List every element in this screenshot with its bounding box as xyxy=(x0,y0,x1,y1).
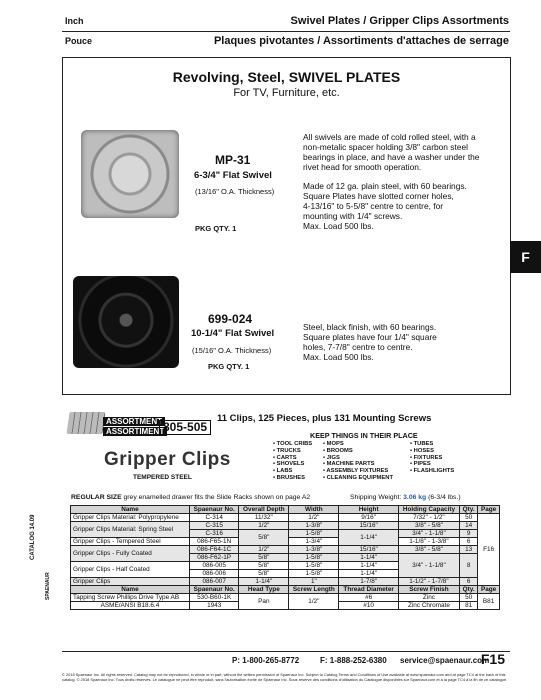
item1-pkg: PKG QTY. 1 xyxy=(195,224,237,233)
keep-title: KEEP THINGS IN THEIR PLACE xyxy=(310,431,418,440)
table-row: Gripper Clips Material: Polypropylene C-314 11/32" 1/2" 9/16" 7/32" - 1/2" 50 F16 xyxy=(71,514,500,522)
gripper-clips-subtitle: TEMPERED STEEL xyxy=(133,474,192,481)
swivel-title: Revolving, Steel, SWIVEL PLATES xyxy=(172,69,401,85)
item2-pkg: PKG QTY. 1 xyxy=(208,362,250,371)
item2-name: 10-1/4" Flat Swivel xyxy=(191,328,275,339)
assortment-label-en: ASSORTMENT xyxy=(103,417,165,426)
table-row: 086-F62-1P 5/8" 1-5/8" 1-1/4" 3/4" - 1-1/8" 8 xyxy=(71,554,500,562)
keep-list-1: • TOOL CRIBS • TRUCKS • CARTS • SHOVELS • LABS • BRUSHES xyxy=(273,441,313,481)
section-tab-f[interactable]: F xyxy=(510,241,541,273)
item1-name: 6-3/4" Flat Swivel xyxy=(194,170,272,181)
item2-description: Steel, black finish, with 60 bearings. Square plates have four 1/4" square holes, 7-7/8" centre to centre. Max. Load 500 lbs. xyxy=(303,322,437,362)
swivel-plates-section xyxy=(62,57,511,395)
assortment-number: 805-505 xyxy=(159,420,211,435)
unit-label-pt: Pouce xyxy=(65,36,93,46)
page-title-en: Swivel Plates / Gripper Clips Assortments xyxy=(290,15,509,27)
catalog-number-vertical: CATALOG 14.09 xyxy=(30,514,36,560)
item2-thickness: (15/16" O.A. Thickness) xyxy=(192,346,272,355)
regular-size-note: REGULAR SIZE grey enamelled drawer fits the Slide Racks shown on page A2 xyxy=(71,494,311,501)
page-title-fr: Plaques pivotantes / Assortiments d'attaches de serrage xyxy=(213,35,509,47)
email-link[interactable]: service@spaenaur.com xyxy=(400,656,490,665)
table-row: C-316 5/8" 1-5/8" 1-1/4" 3/4" - 1-1/8" 9 xyxy=(71,530,500,538)
table-row: Gripper Clips 086-007 1-1/4" 1" 1-7/8" 1-1/2" - 1-7/8" 6 xyxy=(71,578,500,586)
keep-list-3: • TUBES • HOSES • FIXTURES • PIPES • FLASHLIGHTS xyxy=(410,441,455,475)
assortment-headline: 11 Clips, 125 Pieces, plus 131 Mounting Screws xyxy=(217,413,432,424)
item1-thickness: (13/16" O.A. Thickness) xyxy=(195,187,275,196)
table-row: Gripper Clips - Tempered Steel 086-F65-1N 1-3/4" 1-1/8" - 1-3/8" 6 xyxy=(71,538,500,546)
table-row: Gripper Clips - Fully Coated 086-F64-1C 1/2" 1-3/8" 15/16" 3/8" - 5/8" 13 xyxy=(71,546,500,554)
header-divider xyxy=(62,31,510,32)
unit-label-en: Inch xyxy=(65,16,84,26)
assortment-label-fr: ASSORTIMENT xyxy=(103,427,167,436)
swivel-subtitle: For TV, Furniture, etc. xyxy=(233,87,340,99)
table-row: Gripper Clips Material: Spring Steel C-315 1/2" 1-3/8" 15/16" 3/8" - 5/8" 14 xyxy=(71,522,500,530)
table-row: Tapping Screw Phillips Drive Type AB 530-B60-1K Pan 1/2" #6 Zinc 50 B81 xyxy=(71,594,500,602)
table-row: Gripper Clips - Half Coated 086-005 5/8" 1-5/8" 1-1/4" xyxy=(71,562,500,570)
gripper-clips-table: Name Spaenaur No. Overall Depth Width Height Holding Capacity Qty. Page Gripper Clips Material: Polypropylene C-314 11/32" 1/2" 9/16" 7/32" - 1/2" 50 F16 Gripper Clips Material: Spring Steel C-315 1/2" 1-3/8" 15/16" 3/8" - 5/8" 14 C-316 5/8" 1-5/8" 1-1/4" 3/4" - 1-1/8" 9 Gripper Clips - Tempered Steel 086-F65-1N 1-3/4" 1-1/8" - 1-3/8" 6 Gripper Clips - Fully Coated 086-F64-1C 1/2" 1-3/8" 15/16" 3/8" - 5/8" 13 086-F62-1P 5/8" 1-5/8" 1-1/4" 3/4" - 1-1/8" 8 Gripper Clips - Half Coated 086-005 5/8" 1-5/8" 1-1/4" 086-006 5/8" 1-5/8" 1-1/4" Gripper Clips 086-007 1-1/4" 1" 1-7/8" 1-1/2" - 1-7/8" 6 Name Spaenaur No. Head Type Screw Length Thread Diameter Screw Finish Qty. Page Tapping Screw Phillips Drive Type AB 530-B60-1K Pan 1/2" #6 Zinc 50 B81 ASME/ANSI B18.6.4 1943 #10 Zinc Chromate 81 xyxy=(70,505,500,610)
shipping-weight: Shipping Weight: 3.06 kg (6-3/4 lbs.) xyxy=(350,494,461,501)
item1-description: All swivels are made of cold rolled steel, with a non-metalic spacer holding 3/8" carbon steel bearings in place, and have a washer under the rivet head for smooth operation. xyxy=(303,132,480,172)
gripper-clips-title: Gripper Clips xyxy=(104,449,231,470)
copyright-fine-print: © 2018 Spaenaur Inc. All rights reserved. Catalog may not be reproduced, in whole or in part, without the written permission of Spaenaur Inc. Subject to Catalog Terms and Conditions of Use available at www.spaenaur.com and at page TC4 at the back of this catalog. © 2018 Spaenaur Inc. Tous droits réservés. Le catalogue ne peut être reproduit, sans l'autorisation écrite de Spaenaur Inc. Sous réserve des conditions d'utilisation du Catalogue disponibles sur Spaenaur.com et à la page TC4 à la fin de ce catalogue. xyxy=(62,672,508,682)
keep-list-2: • MOPS • BROOMS • JIGS • MACHINE PARTS • ASSEMBLY FIXTURES • CLEANING EQUIPMENT xyxy=(323,441,393,481)
drawer-bin-image xyxy=(66,412,105,434)
item1-code: MP-31 xyxy=(215,153,251,167)
fax: F: 1-888-252-6380 xyxy=(320,656,387,665)
page-number: F15 xyxy=(480,651,505,667)
phone: P: 1-800-265-8772 xyxy=(232,656,300,665)
swivel-plate-image-mp31 xyxy=(81,130,179,218)
brand-vertical: SPAENAUR xyxy=(45,572,51,600)
item2-code: 699-024 xyxy=(208,312,253,326)
footer-divider xyxy=(62,651,510,652)
table-row: ASME/ANSI B18.6.4 1943 #10 Zinc Chromate 81 xyxy=(71,602,500,610)
item1-description-2: Made of 12 ga. plain steel, with 60 bearings. Square Plates have slotted corner holes, 4-13/16" to 5-5/8" centre to centre, for mounting with 1/4" screws. Max. Load 500 lbs. xyxy=(303,181,467,231)
table-row: 086-006 5/8" 1-5/8" 1-1/4" xyxy=(71,570,500,578)
swivel-plate-image-699024 xyxy=(73,276,179,368)
